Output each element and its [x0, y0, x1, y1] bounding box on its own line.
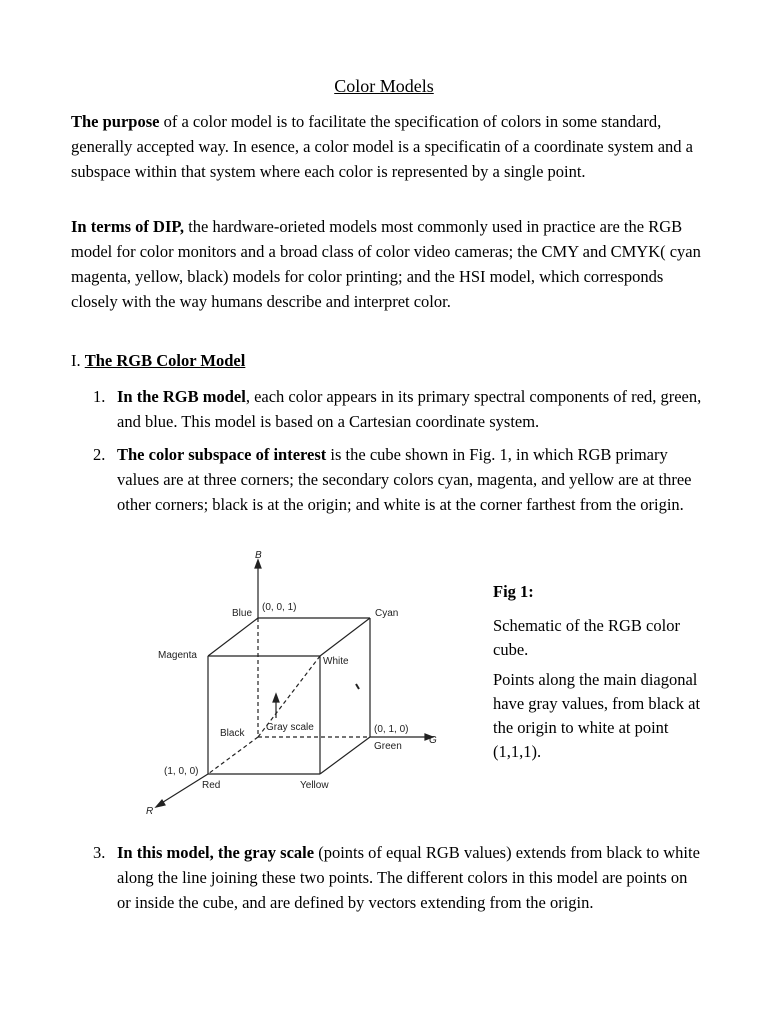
- caption-line: Schematic of the RGB color cube.: [493, 616, 680, 659]
- paragraph-dip: [71, 214, 701, 314]
- r-axis-line: [160, 774, 208, 804]
- blue-coord-label: (0, 0, 1): [262, 602, 297, 613]
- axis-r-label: R: [146, 806, 154, 817]
- blue-label: Blue: [232, 608, 253, 619]
- yellow-label: Yellow: [300, 780, 329, 791]
- b-axis-arrow: [255, 560, 261, 568]
- list-item-number: 2.: [93, 445, 106, 464]
- page-title: Color Models: [334, 76, 434, 96]
- black-label: Black: [220, 728, 245, 739]
- green-label: Green: [374, 741, 402, 752]
- section-heading: [71, 351, 245, 371]
- paragraph-lead: The purpose: [71, 112, 160, 131]
- list-item-number: 1.: [93, 387, 106, 406]
- cube-edge: [208, 618, 258, 656]
- axis-g-label: G: [429, 735, 437, 746]
- axis-b-label: B: [255, 550, 262, 561]
- list-item: [93, 840, 703, 915]
- hidden-edge: [208, 737, 258, 774]
- caption-line: Points along the main diagonal have gray values, from black at the origin to white at point (1,1,1).: [493, 670, 701, 761]
- caption-title: Fig 1:: [493, 582, 534, 601]
- paragraph-lead: In terms of DIP,: [71, 217, 185, 236]
- paragraph-text: the hardware-orieted models most commonly used in practice are the RGB model for color monitors and a broad class of color video cameras; the CMY and CMYK( cyan magenta, yellow, black) models for color printing; and the HSI model, which corresponds closely with the way humans describe and interpret color.: [71, 217, 701, 311]
- red-coord-label: (1, 0, 0): [164, 766, 199, 777]
- list-item-text: (points of equal RGB values) extends from black to white along the line joining these two points. The different colors in this model are points on or inside the cube, and are defined by vectors extending from the origin.: [117, 843, 700, 912]
- green-coord-label: (0, 1, 0): [374, 724, 409, 735]
- list-item-lead: In this model, the gray scale: [117, 843, 315, 862]
- list-item-text: , each color appears in its primary spectral components of red, green, and blue. This model is based on a Cartesian coordinate system.: [117, 387, 702, 431]
- magenta-label: Magenta: [158, 650, 197, 661]
- section-title: The RGB Color Model: [84, 351, 246, 370]
- red-label: Red: [202, 780, 221, 791]
- rgb-cube-figure: [140, 548, 450, 820]
- rgb-cube-diagram: [140, 548, 450, 820]
- gray-scale-arrowhead: [273, 694, 279, 702]
- list-item: [93, 384, 703, 434]
- cyan-label: Cyan: [375, 608, 399, 619]
- list-item-number: 3.: [93, 843, 106, 862]
- paragraph-purpose: [71, 109, 701, 184]
- white-label: White: [323, 656, 349, 667]
- cube-edge: [320, 737, 370, 774]
- gray-scale-label: Gray scale: [266, 722, 314, 733]
- list-item: [93, 442, 703, 517]
- list-item-text: is the cube shown in Fig. 1, in which RGB primary values are at three corners; the secondary colors cyan, magenta, and yellow are at three other corners; black is at the origin; and white is at the corner farthest from the origin.: [117, 445, 692, 514]
- list-item-lead: The color subspace of interest: [117, 445, 327, 464]
- tick-mark: [356, 684, 359, 689]
- figure-caption: [493, 580, 713, 770]
- cube-edge: [320, 618, 370, 656]
- section-prefix: I.: [71, 351, 85, 370]
- paragraph-text: of a color model is to facilitate the specification of colors in some standard, generally accepted way. In esence, a color model is a specificatin of a coordinate system and a subspace within that system where each color is represented by a single point.: [71, 112, 693, 181]
- list-item-lead: In the RGB model: [117, 387, 246, 406]
